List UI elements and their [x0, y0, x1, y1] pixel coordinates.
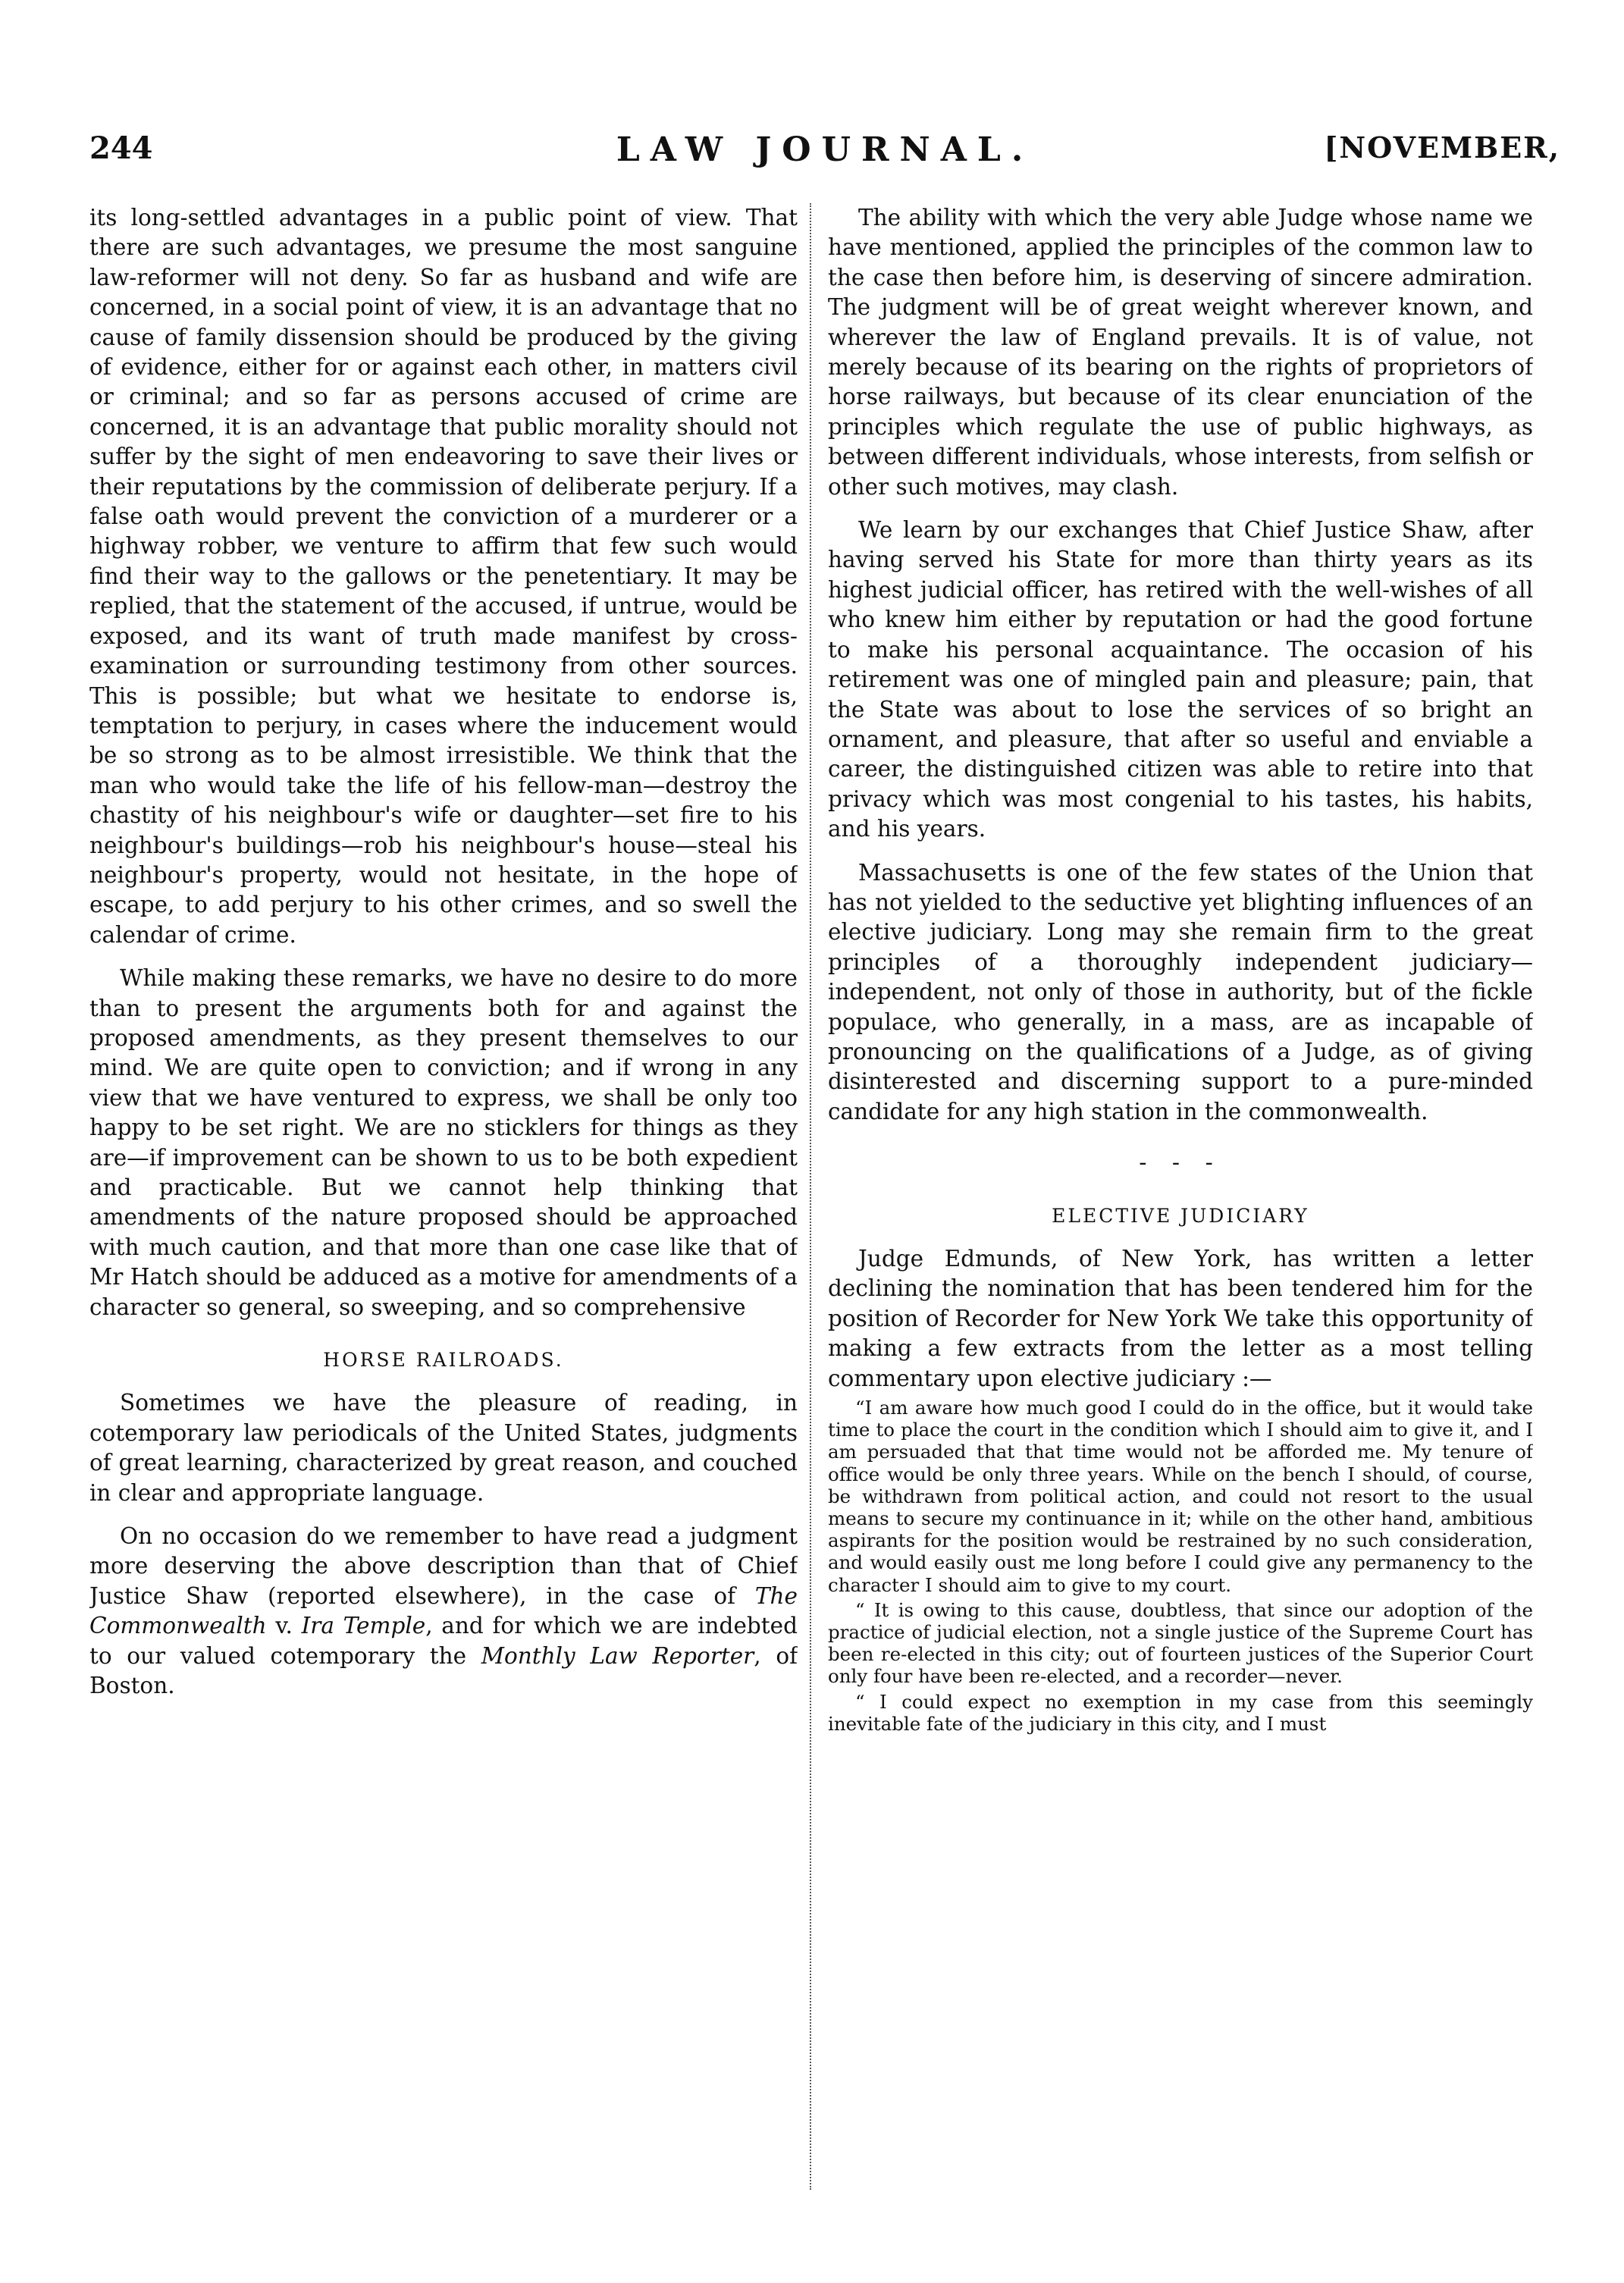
paragraph: Massachusetts is one of the few states of the Union that has not yielded to the seductive yet blighting influences of an elective judiciary. Long may she remain firm to the great principles of a thoroughly independent judiciary—independent, not only of those in authority, but of the fickle populace, who generally, in a mass, are as incapable of pronouncing on the qualifications of a Judge, as of giving disinterested and discerning support to a pure-minded candidate for any high station in the commonwealth.	[828, 859, 1533, 1124]
journal-title: LAW JOURNAL.	[616, 130, 1034, 169]
paragraph: We learn by our exchanges that Chief Justice Shaw, after having served his State for more than thirty years as its highest judicial officer, has retired with the well-wishes of all who knew him either by reputation or had the good fortune to make his personal acquaintance. The occasion of his retirement was one of mingled pain and pleasure; pain, that the State was about to lose the services of so bright an ornament, and pleasure, that after so useful and enviable a career, the distinguished citizen was able to retire into that privacy which was most congenial to his tastes, his habits, and his years.	[828, 517, 1533, 842]
case-name: The Commonwealth	[89, 1582, 798, 1639]
paragraph: its long-settled advantages in a public point of view. That there are such advantages, we presume the most sanguine law-reformer will not deny. So far as husband and wife are concerned, in a social point of view, it is an advantage that no cause of family dissension should be produced by the giving of evidence, either for or against each other, in matters civil or criminal; and so far as persons accused of crime are concerned, it is an advantage that public morality should not suffer by the sight of men endeavoring to save their lives or their reputations by the commission of deliberate perjury. If a false oath would prevent the conviction of a murderer or a highway robber, we venture to affirm that few such would find their way to the gallows or the penetentiary. It may be replied, that the statement of the accused, if untrue, would be exposed, and its want of truth made manifest by cross-examination or surrounding testimony from other sources. This is possible; but what we hesitate to endorse is, temptation to perjury, in cases where the inducement would be so strong as to be almost irresistible. We think that the man who would take the life of his fellow-man—destroy the chastity of his neighbour's wife or daughter—set fire to his neighbour's buildings—rob his neighbour's house—steal his neighbour's property, would not hesitate, in the hope of escape, to add perjury to his other crimes, and so swell the calendar of crime.	[89, 205, 798, 948]
left-column	[89, 203, 798, 2205]
section-title-elective-judiciary: ELECTIVE JUDICIARY	[1052, 1204, 1309, 1227]
header-month: [NOVEMBER,	[1324, 130, 1560, 165]
section-separator: - - -	[1139, 1149, 1222, 1177]
column-divider	[810, 203, 811, 2190]
quoted-letter-paragraph: “ I could expect no exemption in my case from this seemingly inevitable fate of the judiciary in this city, and I must	[828, 1690, 1533, 1735]
paragraph: While making these remarks, we have no desire to do more than to present the arguments both for and against the proposed amendments, as they present themselves to our mind. We are quite open to conviction; and if wrong in any view that we have ventured to express, we shall be only too happy to be set right. We are no sticklers for things as they are—if improvement can be shown to us to be both expedient and practicable. But we cannot help thinking that amendments of the nature proposed should be approached with much caution, and that more than one case like that of Mr Hatch should be adduced as a motive for amendments of a character so general, so sweeping, and so comprehensive	[89, 965, 798, 1320]
quoted-letter-paragraph: “I am aware how much good I could do in the office, but it would take time to place the court in the condition which I should aim to give it, and I am persuaded that that time would not be afforded me. My tenure of office would be only three years. While on the bench I should, of course, be withdrawn from political action, and could not resort to the usual means to secure my continuance in it; while on the other hand, ambitious aspirants for the position would be restrained by no such consideration, and would easily oust me long before I could give any permanency to the character I should aim to give to my court.	[828, 1397, 1533, 1596]
page-number: 244	[89, 130, 153, 166]
page-header	[89, 130, 1560, 183]
journal-reference: Monthly Law Reporter	[481, 1642, 754, 1669]
section-title-horse-railroads: HORSE RAILROADS.	[323, 1349, 564, 1372]
case-party: Ira Temple	[301, 1613, 426, 1639]
paragraph: The ability with which the very able Judge whose name we have mentioned, applied the principles of the common law to the case then before him, is deserving of sincere admiration. The judgment will be of great weight wherever known, and wherever the law of England prevails. It is of value, not merely because of its bearing on the rights of proprietors of horse railways, but because of its clear enunciation of the principles which regulate the use of public highways, as between different individuals, whose interests, from selfish or other such motives, may clash.	[828, 205, 1533, 500]
right-column	[828, 203, 1533, 2205]
paragraph: Judge Edmunds, of New York, has written a letter declining the nomination that has been tendered him for the position of Recorder for New York We take this opportunity of making a few extracts from the letter as a most telling commentary upon elective judiciary :—	[828, 1246, 1533, 1391]
paragraph: Sometimes we have the pleasure of reading, in cotemporary law periodicals of the United States, judgments of great learning, characterized by great reason, and couched in clear and appropriate language.	[89, 1390, 798, 1506]
paragraph: On no occasion do we remember to have read a judgment more deserving the above description than that of Chief Justice Shaw (reported elsewhere), in the case of The Commonwealth v. Ira Temple, and for which we are indebted to our valued cotemporary the Monthly Law Reporter, of Boston.	[89, 1523, 798, 1699]
quoted-letter-paragraph: “ It is owing to this cause, doubtless, that since our adoption of the practice of judicial election, not a single justice of the Supreme Court has been re-elected in this city; out of fourteen justices of the Superior Court only four have been re-elected, and a recorder—never.	[828, 1598, 1533, 1688]
